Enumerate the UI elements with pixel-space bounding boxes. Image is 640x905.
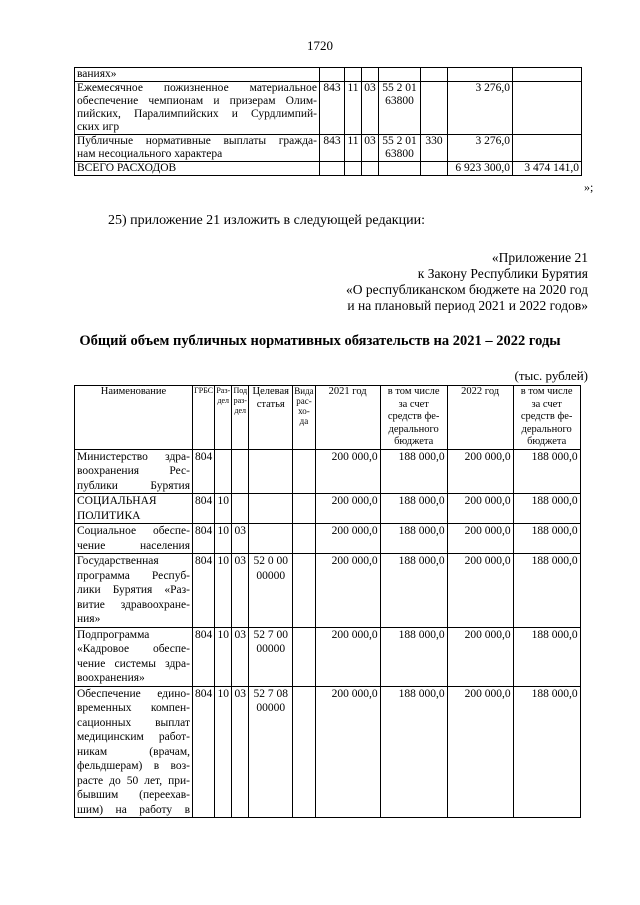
podrazdel-code: 03 (232, 524, 249, 554)
text-line: ния» (77, 613, 101, 625)
text-line: публики Бурятия (77, 479, 190, 492)
text-line: расте до 50 лет, при- (77, 774, 190, 787)
expense-type-code (293, 524, 315, 554)
federal-amount-2022: 188 000,0 (513, 494, 580, 524)
text-line: Обеспечение едино- (77, 687, 190, 700)
grbs-code: 804 (193, 494, 215, 524)
text-line: за счет (398, 398, 429, 410)
text-line: дел (217, 396, 230, 405)
target-article-code (249, 524, 293, 554)
header-year-2022: 2022 год (447, 386, 513, 450)
text-line: временных компен- (77, 702, 190, 714)
text-line: фельдшерам) в воз- (77, 760, 190, 772)
text-line: ских игр (77, 121, 120, 133)
expense-type-code (293, 686, 315, 818)
text-line: 55 2 01 (382, 82, 417, 94)
text-line: СОЦИАЛЬНАЯ (77, 495, 157, 507)
table-row (75, 494, 581, 524)
amount-2022: 200 000,0 (447, 554, 513, 628)
grbs-code: 843 (320, 135, 345, 162)
header-target-article (249, 386, 293, 450)
federal-amount-2022: 188 000,0 (513, 686, 580, 818)
table-row (75, 82, 582, 135)
appendix-heading-line: и на плановый период 2021 и 2022 годов» (347, 298, 588, 313)
table-row (75, 135, 582, 162)
row-name (75, 162, 320, 176)
header-name: Наименование (75, 386, 193, 450)
table-header-row (75, 386, 581, 450)
previous-appendix-table (74, 67, 582, 176)
text-line: средств фе- (387, 411, 440, 422)
text-line: да (299, 416, 309, 426)
amount-2021: 3 276,0 (448, 135, 513, 162)
row-name (75, 494, 193, 524)
razdel-code: 10 (215, 686, 232, 818)
amount-2022 (513, 135, 582, 162)
text-line: 55 2 01 (382, 135, 417, 147)
federal-amount-2022: 188 000,0 (513, 627, 580, 686)
amount-2021: 200 000,0 (315, 627, 380, 686)
target-article-code (379, 68, 421, 82)
federal-amount-2022: 188 000,0 (513, 524, 580, 554)
federal-amount-2021: 188 000,0 (380, 449, 447, 494)
appendix-heading-line: к Закону Республики Бурятия (417, 266, 588, 281)
text-line: шим) на работу в (77, 803, 190, 816)
text-line: средств фе- (520, 411, 573, 422)
text-line: воохранения Рес- (77, 465, 190, 477)
appendix-heading (346, 250, 588, 314)
text-line: 52 7 00 (253, 628, 288, 641)
table-row (75, 524, 581, 554)
grbs-code (320, 162, 345, 176)
text-line: медицинским работ- (77, 731, 190, 743)
podrazdel-code: 03 (232, 554, 249, 628)
text-line: воохранения» (77, 672, 145, 684)
text-line: Раз- (216, 386, 231, 395)
amount-2022: 3 474 141,0 (513, 162, 582, 176)
federal-amount-2021: 188 000,0 (380, 627, 447, 686)
text-line: рас- (296, 396, 312, 406)
row-name (75, 135, 320, 162)
text-line: бюджета (394, 436, 434, 447)
row-name (75, 686, 193, 818)
text-line: чение системы здра- (77, 657, 190, 670)
text-line: ваниях» (77, 68, 117, 80)
text-line: Государственная (77, 555, 159, 567)
razdel-code: 10 (215, 554, 232, 628)
target-article-code (379, 135, 421, 162)
text-line: бывшим (переехав- (77, 789, 190, 801)
federal-amount-2021: 188 000,0 (380, 554, 447, 628)
text-line: дерального (521, 423, 572, 435)
razdel-code: 10 (215, 524, 232, 554)
expense-type-code (421, 82, 448, 135)
federal-amount-2021: 188 000,0 (380, 686, 447, 818)
federal-amount-2022: 188 000,0 (513, 554, 580, 628)
razdel-code: 10 (215, 494, 232, 524)
text-line: Подпрограмма (77, 628, 150, 641)
text-line: чение населения (77, 539, 190, 552)
amount-2022: 200 000,0 (447, 494, 513, 524)
table-row (75, 554, 581, 628)
amount-2021 (448, 68, 513, 82)
amount-2021: 200 000,0 (315, 554, 380, 628)
header-federal-2021 (380, 386, 447, 450)
text-line: 00000 (256, 702, 286, 714)
razdel-code (345, 162, 362, 176)
grbs-code: 843 (320, 82, 345, 135)
grbs-code: 804 (193, 554, 215, 628)
text-line: в том числе (520, 386, 573, 397)
header-expense-type (293, 386, 315, 450)
text-line: Вида (294, 386, 314, 396)
text-line: 00000 (256, 569, 286, 582)
razdel-code: 10 (215, 627, 232, 686)
expense-type-code (293, 494, 315, 524)
row-name (75, 554, 193, 628)
razdel-code: 11 (345, 135, 362, 162)
header-year-2021: 2021 год (315, 386, 380, 450)
amount-2021: 200 000,0 (315, 449, 380, 494)
appendix-heading-line: «Приложение 21 (491, 250, 588, 265)
federal-amount-2022: 188 000,0 (513, 449, 580, 494)
target-article-code (379, 82, 421, 135)
amount-2022: 200 000,0 (447, 449, 513, 494)
podrazdel-code (232, 494, 249, 524)
expense-type-code (293, 627, 315, 686)
expense-type-code (421, 68, 448, 82)
text-line: пийских, Паралимпийских и Сурдлимпий- (77, 108, 317, 120)
expense-type-code (293, 449, 315, 494)
table-row (75, 162, 582, 176)
amount-2021: 200 000,0 (315, 686, 380, 818)
text-line: Под (233, 386, 248, 395)
amount-2022: 200 000,0 (447, 627, 513, 686)
row-name (75, 449, 193, 494)
text-line: ПОЛИТИКА (77, 509, 141, 522)
table-title: Общий объем публичных нормативных обязательств на 2021 – 2022 годы (79, 333, 561, 349)
podrazdel-code: 03 (362, 82, 379, 135)
target-article-code (249, 554, 293, 628)
text-line: витие здравоохране- (77, 598, 190, 611)
amount-2022: 200 000,0 (447, 524, 513, 554)
table-row (75, 686, 581, 818)
amendment-instruction: 25) приложение 21 изложить в следующей редакции: (108, 213, 425, 228)
obligations-table (74, 385, 581, 818)
units-note: (тыс. рублей) (514, 368, 588, 383)
text-line: 52 7 08 (253, 687, 288, 700)
header-federal-2022 (513, 386, 580, 450)
text-line: 52 0 00 (253, 555, 288, 567)
text-line: Публичные нормативные выплаты гражда- (77, 135, 317, 147)
closing-quote-mark: »; (584, 180, 594, 194)
amount-2021: 200 000,0 (315, 494, 380, 524)
text-line: 63800 (385, 95, 414, 107)
amount-2021: 6 923 300,0 (448, 162, 513, 176)
target-article-code (249, 627, 293, 686)
amount-2022 (513, 82, 582, 135)
expense-type-code: 330 (421, 135, 448, 162)
amount-2021: 3 276,0 (448, 82, 513, 135)
text-line: дел (234, 406, 247, 415)
text-line: программа Респуб- (77, 569, 190, 582)
target-article-code (249, 449, 293, 494)
target-article-code (379, 162, 421, 176)
text-line: за счет (531, 398, 562, 410)
text-line: Целевая (252, 386, 289, 397)
grbs-code (320, 68, 345, 82)
text-line: нам несоциального характера (77, 148, 223, 160)
razdel-code (345, 68, 362, 82)
header-grbs: ГРБС (193, 386, 215, 450)
text-line: дерального (388, 423, 439, 435)
text-line: статья (256, 398, 285, 410)
text-line: 63800 (385, 148, 414, 160)
row-name (75, 68, 320, 82)
page-number: 1720 (307, 38, 333, 53)
podrazdel-code (362, 68, 379, 82)
target-article-code (249, 686, 293, 818)
text-line: ВСЕГО РАСХОДОВ (77, 162, 177, 174)
expense-type-code (293, 554, 315, 628)
text-line: обеспечение чемпионам и призерам Олим- (77, 95, 317, 107)
target-article-code (249, 494, 293, 524)
row-name (75, 82, 320, 135)
podrazdel-code (362, 162, 379, 176)
table-row (75, 449, 581, 494)
text-line: раз- (233, 396, 247, 405)
text-line: в том числе (387, 386, 440, 397)
podrazdel-code: 03 (232, 627, 249, 686)
razdel-code: 11 (345, 82, 362, 135)
podrazdel-code: 03 (232, 686, 249, 818)
text-line: бюджета (527, 436, 567, 447)
grbs-code: 804 (193, 627, 215, 686)
podrazdel-code: 03 (362, 135, 379, 162)
grbs-code: 804 (193, 524, 215, 554)
row-name (75, 524, 193, 554)
header-podrazdel (232, 386, 249, 450)
amount-2021: 200 000,0 (315, 524, 380, 554)
text-line: Социальное обеспе- (77, 525, 190, 537)
text-line: Министерство здра- (77, 450, 190, 463)
text-line: «Кадровое обеспе- (77, 643, 190, 655)
appendix-heading-line: «О республиканском бюджете на 2020 год (345, 282, 588, 297)
text-line: лики Бурятия «Раз- (77, 584, 190, 596)
razdel-code (215, 449, 232, 494)
text-line: никам (врачам, (77, 745, 190, 758)
grbs-code: 804 (193, 449, 215, 494)
amount-2022 (513, 68, 582, 82)
header-razdel (215, 386, 232, 450)
table-row (75, 68, 582, 82)
row-name (75, 627, 193, 686)
text-line: хо- (298, 406, 310, 416)
podrazdel-code (232, 449, 249, 494)
federal-amount-2021: 188 000,0 (380, 524, 447, 554)
text-line: 00000 (256, 643, 286, 655)
text-line: Ежемесячное пожизненное материальное (77, 82, 317, 94)
text-line: сационных выплат (77, 716, 190, 729)
federal-amount-2021: 188 000,0 (380, 494, 447, 524)
expense-type-code (421, 162, 448, 176)
grbs-code: 804 (193, 686, 215, 818)
table-row (75, 627, 581, 686)
amount-2022: 200 000,0 (447, 686, 513, 818)
